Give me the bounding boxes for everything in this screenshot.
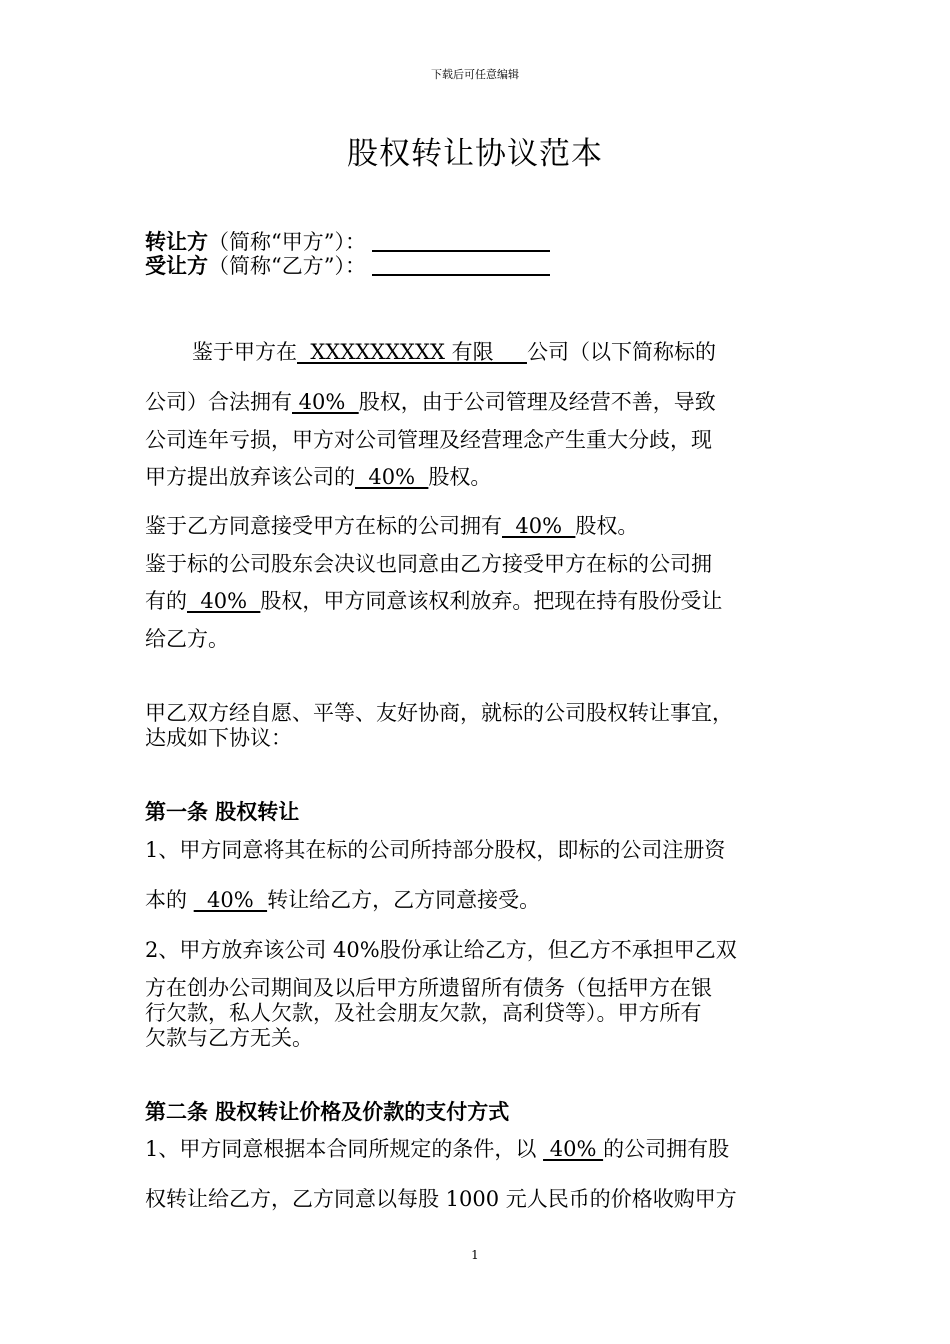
recital-text: 鉴于甲方在 <box>192 340 297 364</box>
recital-4-line-2: 达成如下协议： <box>145 726 292 750</box>
article-1-clause-1-line-2 <box>145 884 540 914</box>
recital-text: 公司（以下简称标的 <box>526 340 716 364</box>
share-percent-field: 40% <box>543 1137 604 1161</box>
recital-text: 股权。 <box>575 514 639 538</box>
party-b-paren: （简称“乙方”）： <box>208 254 366 278</box>
recital-1-line-4 <box>145 461 491 491</box>
share-percent-field: 40% <box>187 589 261 613</box>
recital-2-line-1 <box>145 510 638 540</box>
header-note: 下载后可任意编辑 <box>431 68 519 81</box>
clause-text: 1、甲方同意根据本合同所规定的条件，以 <box>145 1137 544 1161</box>
article-2-heading: 第二条 股权转让价格及价款的支付方式 <box>145 1100 510 1124</box>
recital-3-line-1: 鉴于标的公司股东会决议也同意由乙方接受甲方在标的公司拥 <box>145 552 712 576</box>
share-percent-field: 40% <box>292 390 359 414</box>
party-b-blank <box>372 254 550 276</box>
article-2-clause-1-line-2: 权转让给乙方，乙方同意以每股 1000 元人民币的价格收购甲方 <box>145 1187 737 1211</box>
recital-1-line-2 <box>145 386 716 416</box>
article-1-clause-2-line-2: 方在创办公司期间及以后甲方所遗留所有债务（包括甲方在银 <box>145 976 712 1000</box>
share-percent-field: 40% <box>355 465 429 489</box>
company-name-field: XXXXXXXXX 有限 <box>297 340 527 364</box>
article-2-clause-1-line-1 <box>145 1133 729 1163</box>
party-a-blank <box>372 230 550 252</box>
article-1-clause-2-line-4: 欠款与乙方无关。 <box>145 1026 313 1050</box>
clause-text: 的公司拥有股 <box>603 1137 730 1161</box>
article-1-clause-1-line-1: 1、甲方同意将其在标的公司所持部分股权，即标的公司注册资 <box>145 838 726 862</box>
recital-text: 公司）合法拥有 <box>145 390 292 414</box>
recital-4-line-1: 甲乙双方经自愿、平等、友好协商，就标的公司股权转让事宜， <box>145 701 733 725</box>
recital-text: 有的 <box>145 589 187 613</box>
party-b-label: 受让方 <box>145 254 208 278</box>
share-percent-field: 40% <box>193 888 268 912</box>
recital-text: 鉴于乙方同意接受甲方在标的公司拥有 <box>145 514 502 538</box>
page-number: 1 <box>471 1248 479 1262</box>
recital-3-line-2 <box>145 585 722 615</box>
party-b-line <box>145 250 550 280</box>
document-title: 股权转让协议范本 <box>347 136 603 172</box>
recital-1-line-3: 公司连年亏损，甲方对公司管理及经营理念产生重大分歧，现 <box>145 428 712 452</box>
recital-text: 甲方提出放弃该公司的 <box>145 465 355 489</box>
share-percent-field: 40% <box>502 514 576 538</box>
clause-text: 转让给乙方，乙方同意接受。 <box>267 888 541 912</box>
recital-text: 股权，甲方同意该权利放弃。把现在持有股份受让 <box>260 589 723 613</box>
article-1-heading: 第一条 股权转让 <box>145 800 300 824</box>
recital-text: 股权。 <box>428 465 492 489</box>
recital-1-line-1 <box>192 336 716 366</box>
party-a-label: 转让方 <box>145 230 208 254</box>
party-a-paren: （简称“甲方”）： <box>208 230 366 254</box>
recital-3-line-3: 给乙方。 <box>145 627 229 651</box>
article-1-clause-2-line-1: 2、甲方放弃该公司 40%股份承让给乙方，但乙方不承担甲乙双 <box>145 938 737 962</box>
recital-text: 股权，由于公司管理及经营不善，导致 <box>358 390 716 414</box>
clause-text: 本的 <box>145 888 194 912</box>
article-1-clause-2-line-3: 行欠款，私人欠款，及社会朋友欠款，高利贷等）。甲方所有 <box>145 1001 702 1025</box>
